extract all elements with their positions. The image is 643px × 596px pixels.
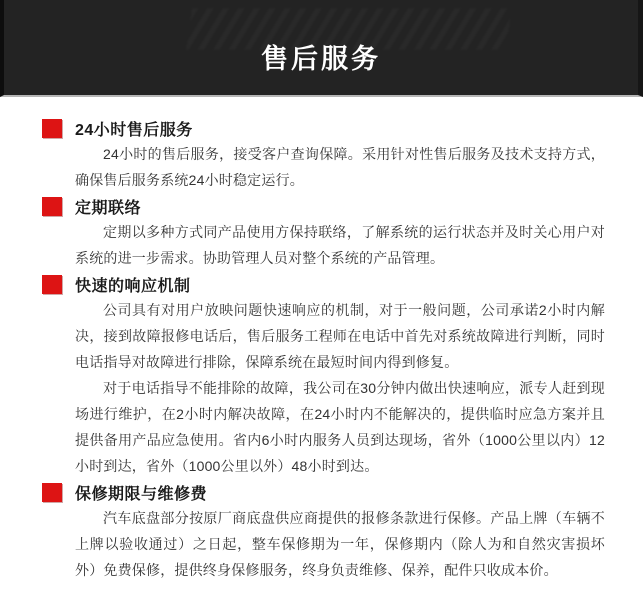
section-paragraph: 公司具有对用户放映问题快速响应的机制，对于一般问题，公司承诺2小时内解决，接到故障报修电话后，售后服务工程师在电话中首先对系统故障进行判断，同时电话指导对故障进行排除，保障系统在最短时间内得到修复。	[75, 302, 605, 370]
section-paragraph: 汽车底盘部分按原厂商底盘供应商提供的报修条款进行保修。产品上牌（车辆不上牌以验收通过）之日起，整车保修期为一年，保修期内（除人为和自然灾害损坏外）免费保修，提供终身保修服务，终身负责维修、保养，配件只收成本价。	[75, 510, 605, 578]
section-warranty	[0, 479, 643, 583]
section-heading-row	[42, 193, 643, 219]
red-square-bullet-icon	[42, 197, 62, 216]
red-square-bullet-icon	[42, 483, 62, 502]
section-heading: 定期联络	[75, 199, 142, 217]
section-24h-service	[0, 115, 643, 193]
section-regular-contact	[0, 193, 643, 271]
section-heading-row	[42, 115, 643, 141]
section-paragraph: 定期以多种方式同产品使用方保持联络，了解系统的运行状态并及时关心用户对系统的进一步需求。协助管理人员对整个系统的产品管理。	[75, 224, 605, 266]
content-area	[0, 97, 643, 583]
red-square-bullet-icon	[42, 119, 62, 138]
section-heading: 快速的响应机制	[75, 277, 191, 295]
header-band	[0, 0, 643, 97]
section-rapid-response	[0, 271, 643, 479]
section-heading-row	[42, 479, 643, 505]
red-square-bullet-icon	[42, 275, 62, 294]
section-heading-row	[42, 271, 643, 297]
section-paragraph: 24小时的售后服务，接受客户查询保障。采用针对性售后服务及技术支持方式，确保售后服务系统24小时稳定运行。	[75, 146, 605, 188]
page-title: 售后服务	[261, 44, 381, 74]
section-heading: 保修期限与维修费	[75, 485, 208, 503]
section-paragraph: 对于电话指导不能排除的故障，我公司在30分钟内做出快速响应，派专人赶到现场进行维护，在2小时内解决故障，在24小时内不能解决的，提供临时应急方案并且提供备用产品应急使用。省内6小时内服务人员到达现场，省外（1000公里以内）12小时到达，省外（1000公里以外）48小时到达。	[75, 380, 605, 474]
section-heading: 24小时售后服务	[75, 121, 193, 139]
